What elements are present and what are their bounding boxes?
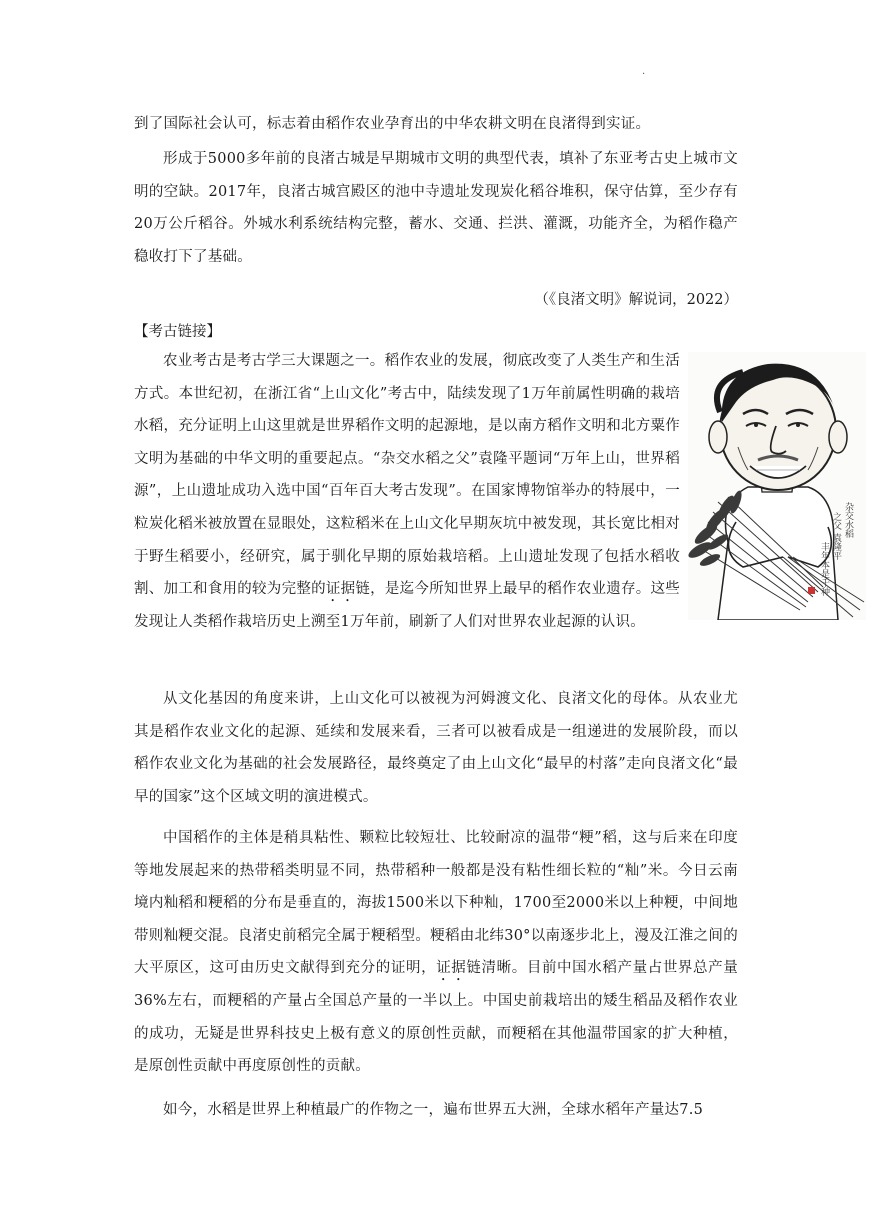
section-heading: 【考古链接】 <box>134 324 221 340</box>
paragraph-japonica-text-b: 链清晰。目前中国水稻产量占世界总产量36%左右，而粳稻的产量占全国总产量的一半以上。中国史前栽培出的矮生稻品及稻作农业的成功，无疑是世界科技史上极有意义的原创性贡献，而粳稻在其他温带国家的扩大种植，是原创性贡献中再度原创性的贡献。 <box>134 960 739 1075</box>
emphasis-evidence-1: 证据 <box>325 581 356 598</box>
citation: （《良渚文明》解说词，2022） <box>534 292 738 308</box>
paragraph-archaeology-text-b: 链，是迄今所知世界上最早的稻作农业遗存。这些发现让人类稻作栽培历史上溯至1万年前，刷新了人们对世界农业起源的认识。 <box>134 581 681 630</box>
paragraph-archaeology-text-a: 农业考古是考古学三大课题之一。稻作农业的发展，彻底改变了人类生产和生活方式。本世纪初，在浙江省“上山文化”考古中，陆续发现了1万年前属性明确的栽培水稻，充分证明上山这里就是世界稻作文明的起源地，是以南方稻作文明和北方粟作文明为基础的中华文明的重要起点。“杂交水稻之父”袁隆平题词“万年上山，世界稻源”，上山遗址成功入选中国“百年百大考古发现”。在国家博物馆举办的特展中，一粒炭化稻米被放置在显眼处，这粒稻米在上山文化早期灰坑中被发现，其长宽比相对于野生稻要小，经研究，属于驯化早期的原始栽培稻。上山遗址发现了包括水稻收割、加工和食用的较为完整的 <box>134 353 680 598</box>
seal-stamp <box>808 587 815 594</box>
caption-line-1: 杂交水稻 <box>843 502 853 538</box>
paragraph-0: 到了国际社会认可，标志着由稻作农业孕育出的中华农耕文明在良渚得到实证。 <box>134 116 651 132</box>
paragraph-japonica <box>134 822 738 1083</box>
paragraph-cultural-gene: 从文化基因的角度来讲，上山文化可以被视为河姆渡文化、良渚文化的母体。从农业尤其是稻作农业文化的起源、延续和发展来看，三者可以被看成是一组递进的发展阶段，而以稻作农业文化为基础的社会发展路径，最终奠定了由上山文化“最早的村落”走向良渚文化“最早的国家”这个区域文明的演进模式。 <box>134 691 738 805</box>
caption-line-2: 之父 袁隆平 <box>831 512 841 560</box>
page-marker: . <box>642 66 646 77</box>
caption-line-3: 丰年本是千种 <box>819 542 829 596</box>
paragraph-japonica-text-a: 中国稻作的主体是稍具粘性、颗粒比较短壮、比较耐凉的温带“粳”稻，这与后来在印度等地发展起来的热带稻类明显不同，热带稻种一般都是没有粘性细长粒的“籼”米。今日云南境内籼稻和粳稻的分布是垂直的，海拔1500米以下种籼，1700至2000米以上种粳，中间地带则籼粳交混。良渚史前稻完全属于粳稻型。粳稻由北纬30°以南逐步北上，漫及江淮之间的大平原区，这可由历史文献得到充分的证明， <box>134 830 738 977</box>
paragraph-archaeology <box>134 345 680 638</box>
paragraph-liangzhu-city: 形成于5000多年前的良渚古城是早期城市文明的典型代表，填补了东亚考古史上城市文明的空缺。2017年，良渚古城宫殿区的池中寺遗址发现炭化稻谷堆积，保守估算，至少存有20万公斤稻谷。外城水利系统结构完整，蓄水、交通、拦洪、灌溉，功能齐全，为稻作稳产稳收打下了基础。 <box>134 151 738 265</box>
paragraph-today: 如今，水稻是世界上种植最广的作物之一，遍布世界五大洲，全球水稻年产量达7.5 <box>163 1102 704 1118</box>
emphasis-evidence-2: 证据 <box>436 960 467 977</box>
yuan-longping-caricature <box>688 352 866 620</box>
